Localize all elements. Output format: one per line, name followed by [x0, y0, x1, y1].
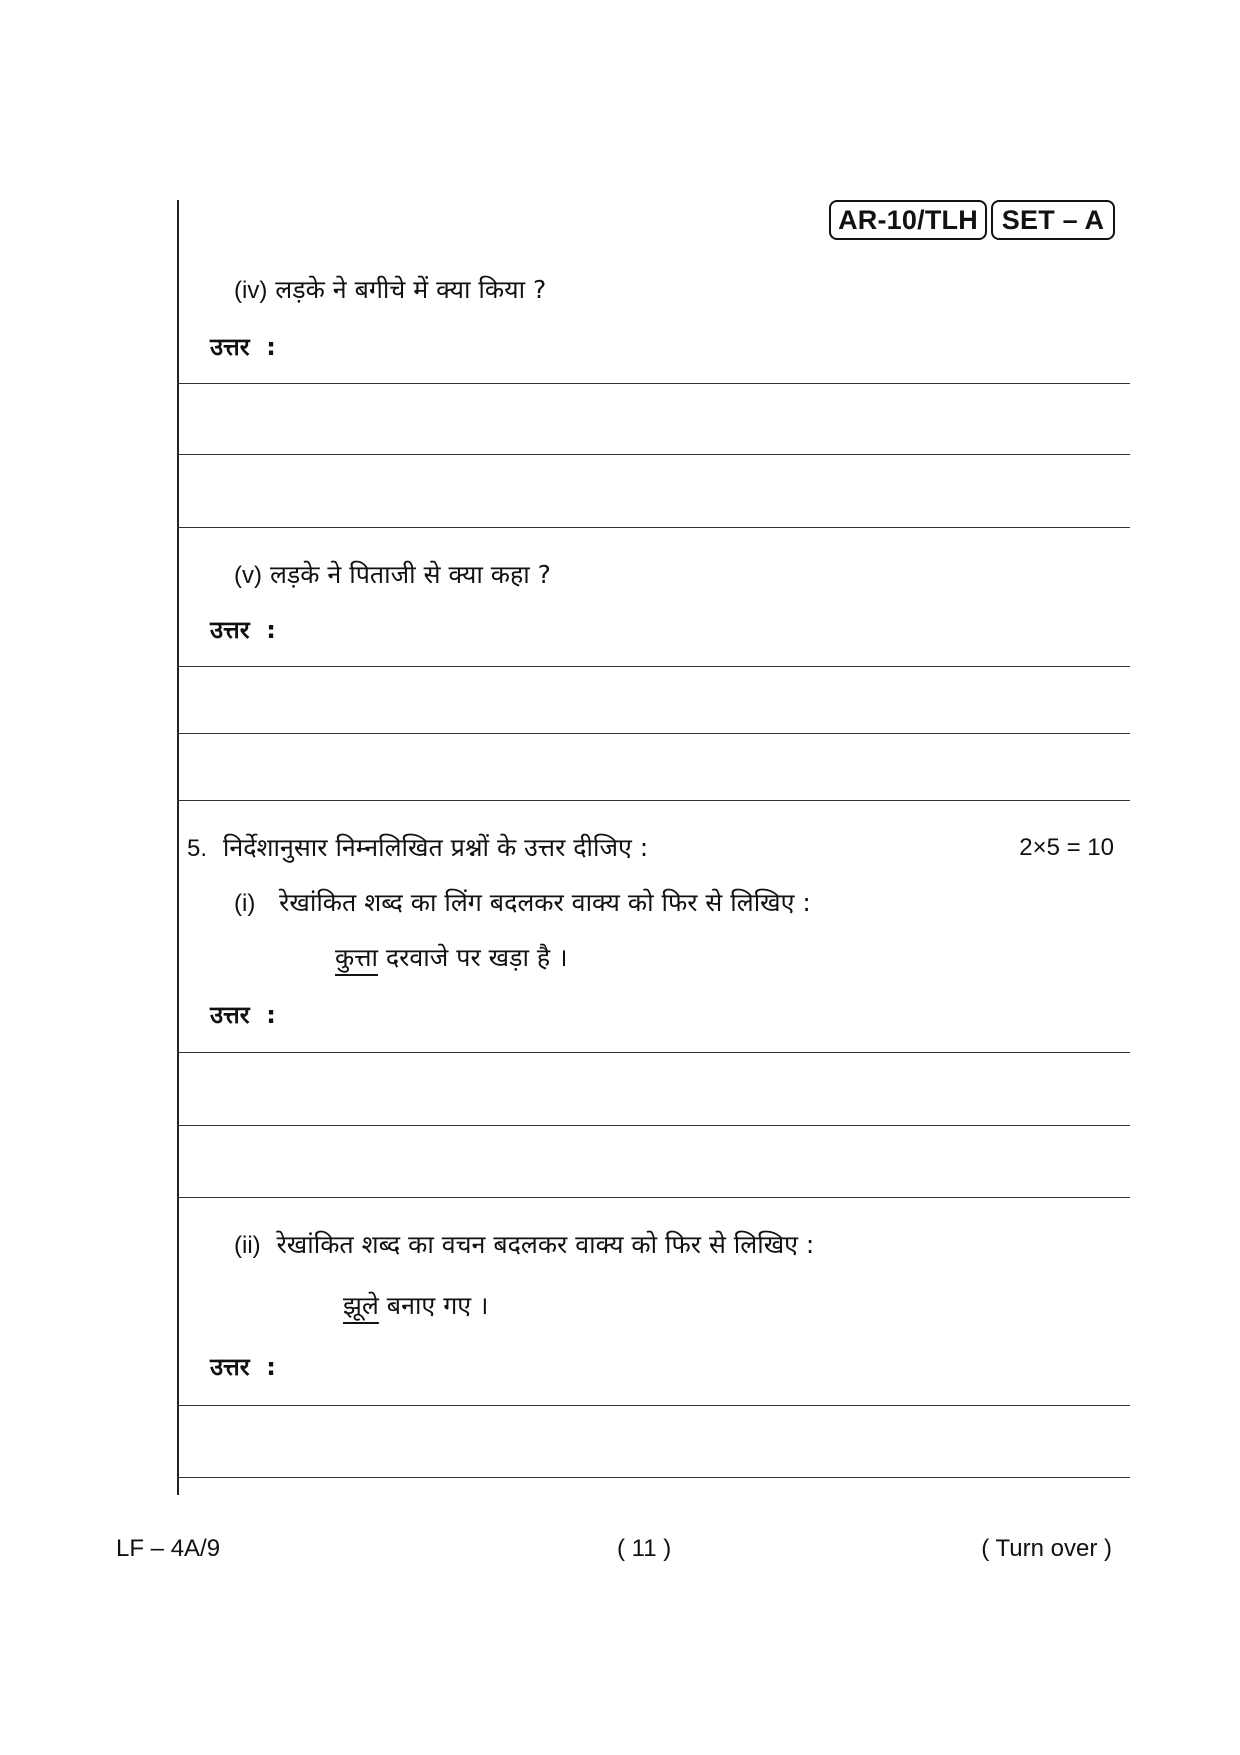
question-5 [187, 830, 648, 864]
question-5-number: 5. [187, 835, 208, 862]
answer-line [177, 454, 1130, 455]
question-iv-text: लड़के ने बगीचे में क्या किया ? [275, 275, 547, 304]
answer-line [177, 800, 1130, 801]
turn-over: ( Turn over ) [981, 1535, 1112, 1562]
sentence-ii-rest: बनाए गए । [378, 1291, 489, 1320]
question-5-i-number: (i) [234, 890, 256, 917]
question-5-ii [234, 1227, 814, 1261]
underlined-word-ii: झूले [343, 1291, 379, 1320]
answer-label-5-i: उत्तर : [210, 1001, 276, 1029]
answer-line [177, 1052, 1130, 1053]
question-5-marks: 2×5 = 10 [1019, 834, 1114, 861]
sentence-ii [343, 1288, 489, 1322]
left-margin-line [177, 200, 179, 1495]
answer-line [177, 1477, 1130, 1478]
sentence-i [335, 940, 568, 974]
answer-line [177, 666, 1130, 667]
set-label: SET – A [1001, 204, 1105, 235]
question-5-i-text: रेखांकित शब्द का लिंग बदलकर वाक्य को फिर से लिखिए : [279, 888, 811, 917]
answer-line [177, 383, 1130, 384]
answer-line [177, 527, 1130, 528]
question-v-number: (v) [234, 562, 262, 589]
answer-label-iv: उत्तर : [210, 333, 276, 361]
answer-line [177, 1125, 1130, 1126]
answer-line [177, 733, 1130, 734]
set-badge [991, 200, 1115, 240]
question-iv-number: (iv) [234, 277, 268, 304]
answer-label-5-ii: उत्तर : [210, 1353, 276, 1381]
question-5-ii-number: (ii) [234, 1232, 261, 1259]
paper-code: AR-10/TLH [838, 204, 978, 235]
answer-line [177, 1197, 1130, 1198]
question-5-ii-text: रेखांकित शब्द का वचन बदलकर वाक्य को फिर से लिखिए : [276, 1230, 815, 1259]
question-v-text: लड़के ने पिताजी से क्या कहा ? [269, 560, 551, 589]
question-5-i [234, 885, 811, 919]
question-v [234, 557, 551, 591]
answer-label-v: उत्तर : [210, 616, 276, 644]
question-5-text: निर्देशानुसार निम्नलिखित प्रश्नों के उत्तर दीजिए : [222, 833, 649, 862]
paper-code-badge [829, 200, 987, 240]
page-number: ( 11 ) [617, 1535, 672, 1562]
underlined-word-i: कुत्ता [335, 943, 378, 972]
sentence-i-rest: दरवाजे पर खड़ा है । [377, 943, 568, 972]
answer-line [177, 1405, 1130, 1406]
question-iv [234, 272, 546, 306]
footer-code: LF – 4A/9 [116, 1535, 221, 1562]
